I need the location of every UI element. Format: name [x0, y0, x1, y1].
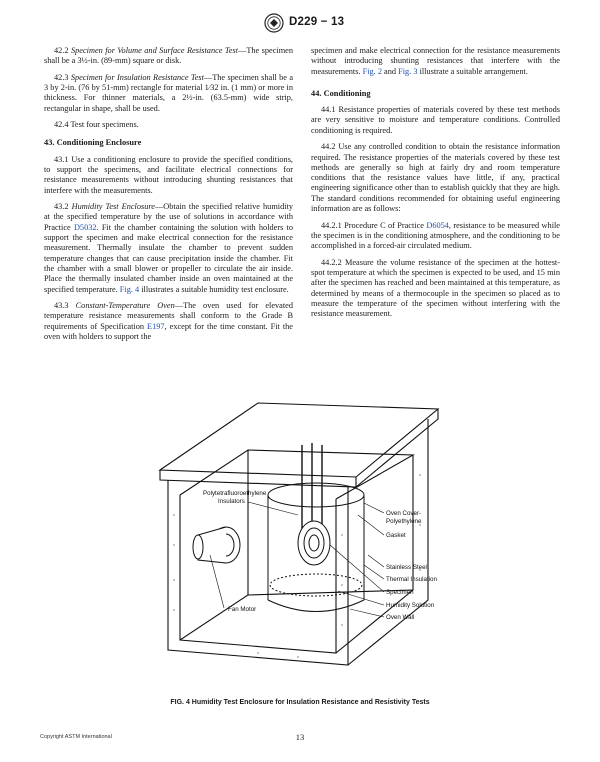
paragraph-42-2 — [44, 46, 293, 67]
paragraph-44-2: 44.2 Use any controlled condition to obtain the resistance information required. The resistance properties of the materials covered by these test methods are generally so high at fairly dry and room temperature conditions that the resistance values have little, if any, practical engineering significance other than to establish quickly that they are high. The standard conditions recommended for obtaining useful engineering information are as follows: — [311, 142, 560, 214]
right-column — [311, 46, 560, 326]
section-title: Specimen for Volume and Surface Resistance Test — [71, 46, 239, 55]
section-number: 43.2 — [54, 202, 69, 212]
label-specimen: Specimen — [386, 589, 414, 596]
label-humidity-solution: Humidity Solution — [386, 602, 435, 609]
label-stainless-steel: Stainless Steel — [386, 564, 427, 571]
paragraph-44-1: 44.1 Resistance properties of materials covered by these test methods are very sensitive to moisture and temperature conditions. Controlled conditioning is required. — [311, 105, 560, 135]
link-d6054[interactable]: D6054 — [426, 220, 449, 230]
fan-motor-icon — [193, 527, 240, 563]
label-ptfe-line1: Polytetrafluoroethylene — [203, 490, 267, 497]
paragraph-44-2-2: 44.2.2 Measure the volume resistance of the specimen at the hottest-spot temperature at which the specimen is expected to be used, and 15 min after the specimen has reached and been maintained at this temperature, as determined by means of a thermocouple in the specimen so placed as to measure the temperature of the specimen without interfering with the resistance measurement. — [311, 257, 560, 319]
specimen-assembly — [298, 521, 330, 565]
left-column — [44, 46, 293, 348]
heading-44: 44. Conditioning — [311, 88, 371, 98]
paragraph-text: and — [381, 66, 399, 76]
paragraph-43-2 — [44, 202, 293, 295]
link-fig-4[interactable]: Fig. 4 — [119, 284, 140, 294]
heading-43: 43. Conditioning Enclosure — [44, 138, 142, 148]
link-d5032[interactable]: D5032 — [73, 222, 97, 232]
paragraph-text: specimen and make electrical connection for the resistance measurements without introducing shunting resistances that interfere with the measurements. — [311, 46, 560, 76]
section-number: 42.2 — [54, 46, 69, 55]
label-ptfe-line2: Insulators — [218, 498, 245, 505]
link-e197[interactable]: E197 — [147, 321, 165, 331]
insulation-dots — [173, 474, 420, 657]
paragraph-text: 44.2.1 Procedure C of Practice — [321, 220, 427, 230]
paragraph-text: , except for the time constant. Fit the oven with holders to support the — [44, 321, 293, 341]
paragraph-43-1: 43.1 Use a conditioning enclosure to provide the specified conditions, to support the specimens, and facilitate electrical connections for resistance measurements without introducing shunting resistances that interfere with the measurements. — [44, 154, 293, 195]
section-number: 43.3 — [54, 300, 69, 310]
section-title: Specimen for Insulation Resistance Test — [70, 72, 204, 82]
paragraph-42-4: 42.4 Test four specimens. — [54, 120, 139, 130]
page-number: 13 — [295, 732, 305, 742]
paragraph-text: —Obtain the specified relative humidity at the specified temperature by the use of solutions in accordance with Practice — [44, 202, 293, 232]
paragraph-43-3 — [44, 301, 293, 342]
label-oven-cover-line2: Polyethylene — [386, 518, 422, 525]
section-title: Constant-Temperature Oven — [75, 300, 175, 310]
section-title: Humidity Test Enclosure — [71, 202, 155, 212]
leader-lines — [210, 502, 384, 617]
label-oven-cover-line1: Oven Cover- — [386, 510, 422, 517]
paragraph-text: —The specimen shall be a 3 by 2-in. (76 by 51-mm) rectangle for material 1⁄32 in. (1 mm) or more in thickness. For thinner materials, a 2½-in. (63.5-mm) wide strip, rectangular in shape, shall be used. — [44, 72, 293, 113]
paragraph-44-2-1 — [311, 221, 560, 252]
paragraph-text: —The oven used for elevated temperature resistance measurements shall conform to the Grade B requirements of Specification — [44, 300, 293, 331]
label-fan-motor: Fan Motor — [228, 606, 257, 613]
label-thermal-insulation: Thermal Insulation — [386, 576, 437, 583]
paragraph-text: , resistance to be measured while the specimen is in the conditioning atmosphere, and the conditioning to be accomplished in a forced-air circulated medium. — [311, 220, 560, 251]
paragraph-text: —The specimen shall be a 3½-in. (89-mm) square or disk. — [44, 46, 294, 66]
figure-4-humidity-enclosure — [138, 395, 478, 685]
paragraph-text: illustrate a suitable arrangement. — [417, 66, 528, 76]
paragraph-text: illustrates a suitable humidity test enclosure. — [139, 284, 289, 294]
figure-caption: FIG. 4 Humidity Test Enclosure for Insulation Resistance and Resistivity Tests — [170, 699, 430, 706]
standard-designation: D229 − 13 — [289, 16, 345, 28]
copyright-notice: Copyright ASTM International — [40, 734, 112, 740]
astm-logo-icon — [263, 13, 285, 33]
link-fig-3[interactable]: Fig. 3 — [398, 66, 418, 76]
paragraph-43-3-continued — [311, 46, 560, 77]
link-fig-2[interactable]: Fig. 2 — [362, 66, 382, 76]
paragraph-text: . Fit the chamber containing the solution with holders to support the specimen and make electrical connection for the resistance measurement. Thermally insulate the chamber to prevent sudden temperature changes that can cause precipitation inside the chamber. Fit the chamber with a small blower or propeller to circulate the air inside. Place the thermally insulated chamber inside an oven maintained at the specified temperature. — [44, 222, 293, 294]
enclosure-diagram — [138, 395, 478, 685]
label-gasket: Gasket — [386, 532, 406, 539]
section-number: 42.3 — [54, 72, 69, 82]
label-oven-wall: Oven Wall — [386, 614, 415, 621]
page-header — [0, 13, 600, 39]
paragraph-42-3 — [44, 73, 293, 114]
